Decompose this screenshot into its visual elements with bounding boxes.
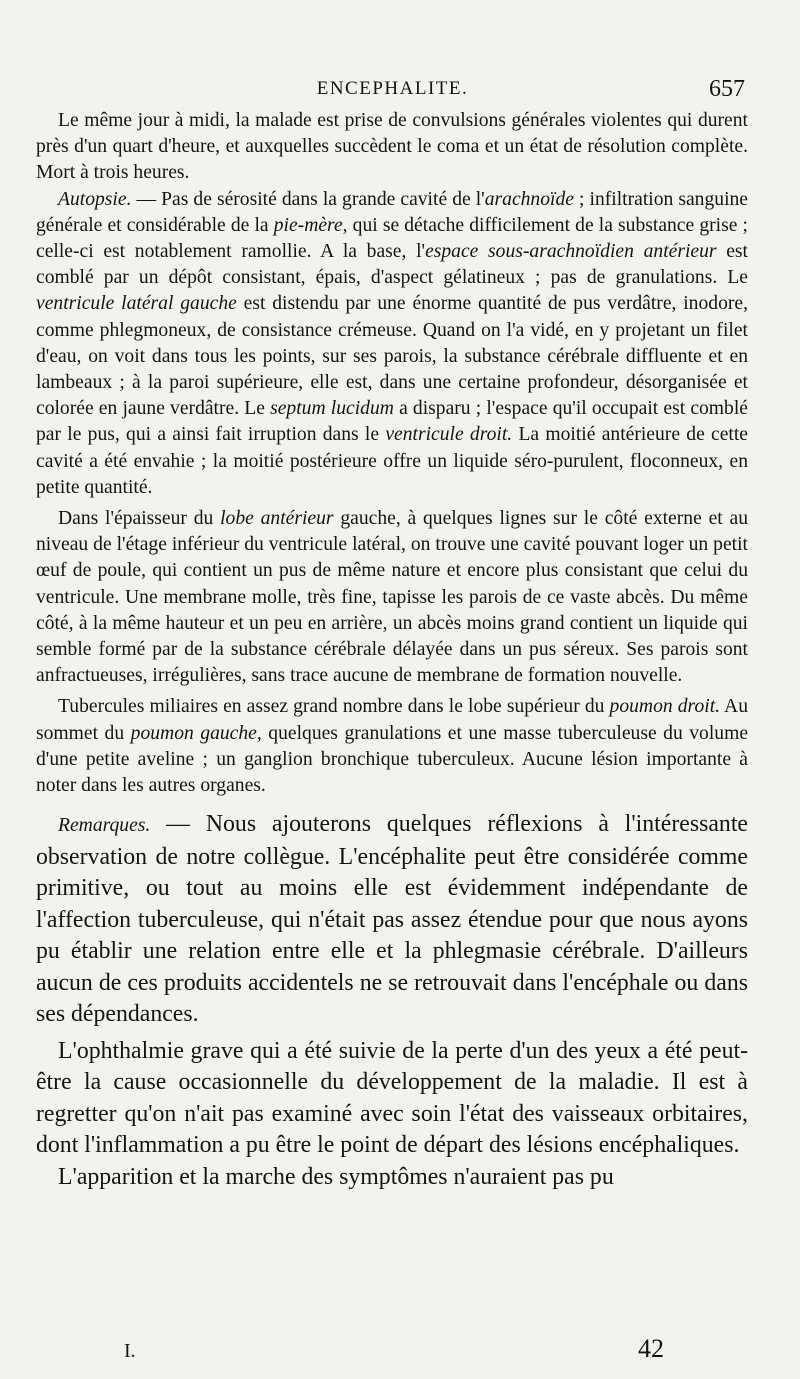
remarks-heading: Remarques. xyxy=(58,815,151,837)
remarks-section xyxy=(36,809,748,1193)
signature-mark: I. xyxy=(124,1340,136,1362)
sheet-number: 42 xyxy=(638,1334,664,1363)
paragraph-lungs: Tubercules miliaires en assez grand nombre dans le lobe supérieur du poumon droit. Au sommet du poumon gauche, quelques granulations et une masse tuberculeuse du volume d'une petite aveline ; un ganglion bronchique tuberculeux. Aucune lésion importante à noter dans les autres organes. xyxy=(36,696,749,797)
paragraph-remarks: Remarques. — Nous ajouterons quelques réflexions à l'intéressante observation de notre collègue. L'encéphalite peut être considérée comme primitive, ou tout au moins elle est évidemment indépendante de l'affection tuberculeuse, qui n'était pas assez étendue pour que nous ayons pu établir une relation entre elle et la phlegmasie cérébrale. D'ailleurs aucun de ces produits accidentels ne se retrouvait dans l'encéphale ou dans ses dépendances. xyxy=(36,811,748,1028)
running-title: ENCEPHALITE. xyxy=(316,78,469,99)
paragraph-death: Le même jour à midi, la malade est prise de convulsions générales violentes qui durent près d'un quart d'heure, et auxquelles succèdent le coma et un état de résolution complète. Mort à trois heures. xyxy=(36,110,748,184)
paragraph-symptoms: L'apparition et la marche des symptômes n'auraient pas pu xyxy=(58,1163,614,1190)
paragraph-autopsy: Autopsie. — Pas de sérosité dans la grande cavité de l'arachnoïde ; infiltration sanguine générale et considérable de la pie-mère, qui se détache difficilement de la substance grise ; celle-ci est notablement ramollie. A la base, l'espace sous-arachnoïdien antérieur est comblé par un dépôt consistant, épais, d'aspect gélatineux ; pas de granulations. Le ventricule latéral gauche est distendu par une énorme quantité de pus verdâtre, inodore, comme phlegmoneux, de consistance crémeuse. Quand on l'a vidé, en y projetant un filet d'eau, on voit dans tous les points, sur ses parois, la substance cérébrale diffluente et en lambeaux ; à la paroi supérieure, elle est, dans une certaine profondeur, désorganisée et colorée en jaune verdâtre. Le septum lucidum a disparu ; l'espace qu'il occupait est comblé par le pus, qui a ainsi fait irruption dans le ventricule droit. La moitié antérieure de cette cavité a été envahie ; la moitié postérieure offre un liquide séro-purulent, floconneux, en petite quantité. xyxy=(36,188,749,498)
paragraph-ophthalmia: L'ophthalmie grave qui a été suivie de la perte d'un des yeux a été peut-être la cause occasionnelle du développement de la maladie. Il est à regretter qu'on n'ait pas examiné avec soin l'état des vaisseaux orbitaires, dont l'inflammation a pu être le point de départ des lésions encéphaliques. xyxy=(36,1037,748,1159)
page-footer xyxy=(124,1334,664,1364)
page-header xyxy=(40,74,745,106)
paragraph-abscess: Dans l'épaisseur du lobe antérieur gauche, à quelques lignes sur le côté externe et au niveau de l'étage inférieur du ventricule latéral, on trouve une cavité pouvant loger un petit œuf de poule, qui contient un pus de même nature et encore plus consistant que celui du ventricule. Une membrane molle, très fine, tapisse les parois de ce vaste abcès. Du même côté, à la même hauteur et un peu en arrière, un abcès moins grand contient un liquide qui semble formé par de la substance cérébrale délayée dans un pus séreux. Ses parois sont anfractueuses, irrégulières, sans trace aucune de membrane de formation nouvelle. xyxy=(36,508,748,687)
case-report-section xyxy=(36,108,748,799)
body-text xyxy=(36,108,748,1193)
autopsy-heading: Autopsie. xyxy=(58,188,132,210)
page-number: 657 xyxy=(709,76,745,102)
